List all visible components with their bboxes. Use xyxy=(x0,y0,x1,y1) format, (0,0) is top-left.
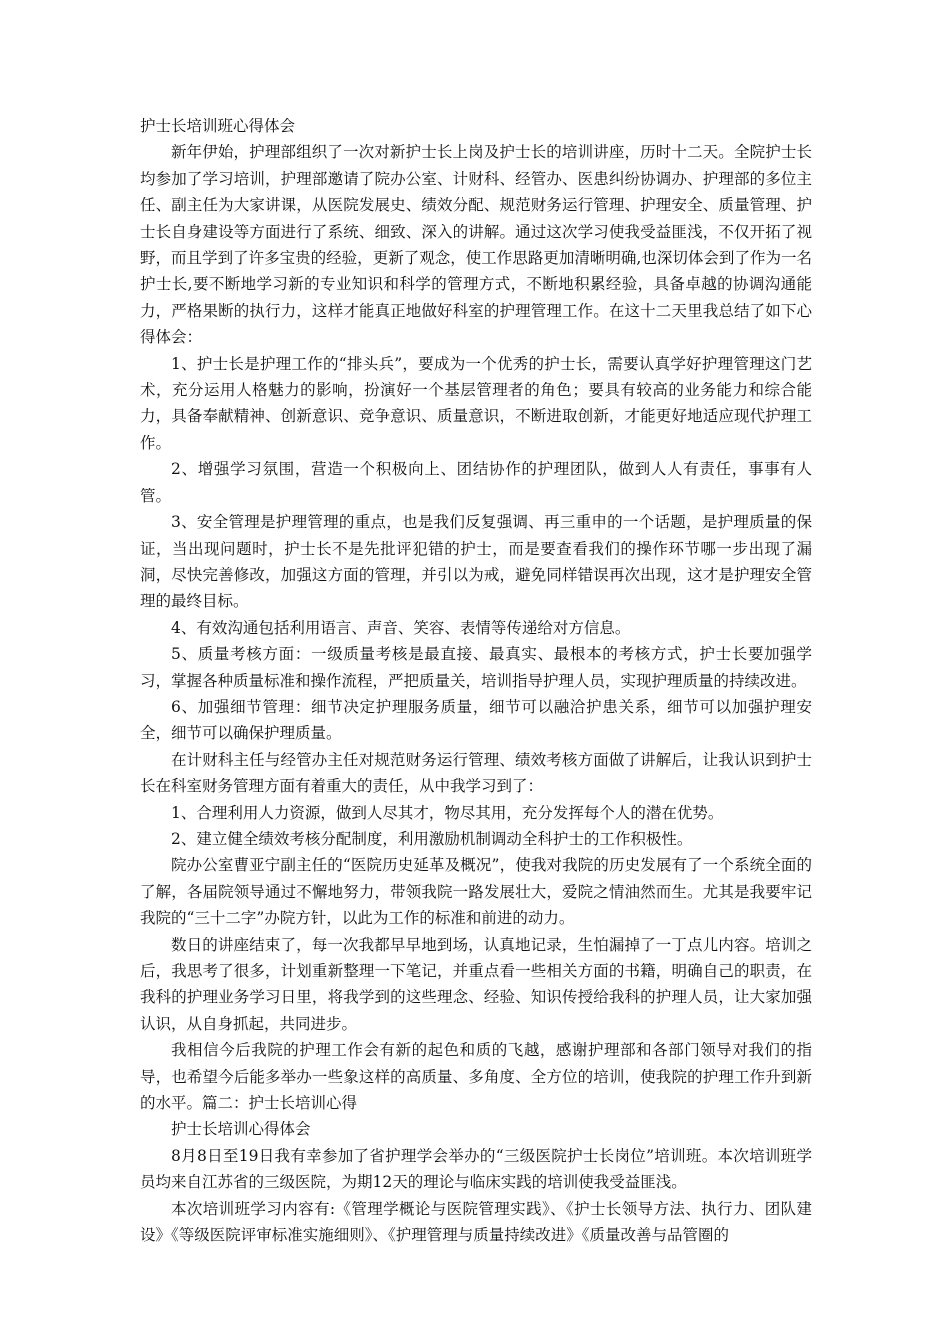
paragraph-point-4: 4、有效沟通包括利用语言、声音、笑容、表情等传递给对方信息。 xyxy=(171,618,631,637)
document-title: 护士长培训班心得体会 xyxy=(140,117,296,135)
paragraph-point-5: 5、质量考核方面：一级质量考核是最直接、最真实、最根本的考核方式，护士长要加强学习，掌握各种质量标准和操作流程，严把质量关，培训指导护理人员，实现护理质量的持续改进。 xyxy=(140,645,812,690)
paragraph-closing: 我相信今后我院的护理工作会有新的起色和质的飞越，感谢护理部和各部门领导对我们的指导，也希望今后能多举办一些象这样的高质量、多角度、全方位的培训，使我院的护理工作升到新的水平。篇二：护士长培训心得 xyxy=(140,1041,812,1113)
paragraph-finance-1: 1、合理利用人力资源，做到人尽其才，物尽其用，充分发挥每个人的潜在优势。 xyxy=(171,803,724,822)
document-page xyxy=(140,113,812,1248)
paragraph-intro: 新年伊始，护理部组织了一次对新护士长上岗及护士长的培训讲座，历时十二天。全院护士长均参加了学习培训，护理部邀请了院办公室、计财科、经管办、医患纠纷协调办、护理部的多位主任、副主任为大家讲课，从医院发展史、绩效分配、规范财务运行管理、护理安全、质量管理、护士长自身建设等方面进行了系统、细致、深入的讲解。通过这次学习使我受益匪浅，不仅开拓了视野，而且学到了许多宝贵的经验，更新了观念，使工作思路更加清晰明确,也深切体会到了作为一名护士长,要不断地学习新的专业知识和科学的管理方式，不断地积累经验，具备卓越的协调沟通能力，严格果断的执行力，这样才能真正地做好科室的护理管理工作。在这十二天里我总结了如下心得体会： xyxy=(140,143,812,347)
paragraph-reflection: 数日的讲座结束了，每一次我都早早地到场，认真地记录，生怕漏掉了一丁点儿内容。培训之后，我思考了很多，计划重新整理一下笔记，并重点看一些相关方面的书籍，明确自己的职责，在我科的护理业务学习日里，将我学到的这些理念、经验、知识传授给我科的护理人员，让大家加强认识，从自身抓起，共同进步。 xyxy=(140,935,812,1033)
paragraph-finance: 在计财科主任与经管办主任对规范财务运行管理、绩效考核方面做了讲解后，让我认识到护士长在科室财务管理方面有着重大的责任，从中我学习到了： xyxy=(140,750,812,796)
paragraph-finance-2: 2、建立健全绩效考核分配制度，利用激励机制调动全科护士的工作积极性。 xyxy=(171,829,693,848)
section-2-paragraph-1: 8月8日至19日我有幸参加了省护理学会举办的“三级医院护士长岗位”培训班。本次培训班学员均来自江苏省的三级医院，为期12天的理论与临床实践的培训使我受益匪浅。 xyxy=(140,1146,812,1192)
section-2-paragraph-2: 本次培训班学习内容有:《管理学概论与医院管理实践》、《护士长领导方法、执行力、团队建设》《等级医院评审标准实施细则》、《护理管理与质量持续改进》《质量改善与品管圈的 xyxy=(140,1199,812,1245)
paragraph-point-2: 2、增强学习氛围，营造一个积极向上、团结协作的护理团队，做到人人有责任，事事有人管。 xyxy=(140,460,812,505)
paragraph-history: 院办公室曹亚宁副主任的“医院历史延革及概况”，使我对我院的历史发展有了一个系统全面的了解，各届院领导通过不懈地努力，带领我院一路发展壮大，爱院之情油然而生。尤其是我要牢记我院的“三十二字”办院方针，以此为工作的标准和前进的动力。 xyxy=(140,856,812,928)
paragraph-point-1: 1、护士长是护理工作的“排头兵”，要成为一个优秀的护士长，需要认真学好护理管理这门艺术，充分运用人格魅力的影响，扮演好一个基层管理者的角色；要具有较高的业务能力和综合能力，具备奉献精神、创新意识、竞争意识、质量意识，不断进取创新，才能更好地适应现代护理工作。 xyxy=(140,354,812,452)
paragraph-point-3: 3、安全管理是护理管理的重点，也是我们反复强调、再三重申的一个话题，是护理质量的保证，当出现问题时，护士长不是先批评犯错的护士，而是要查看我们的操作环节哪一步出现了漏洞，尽快完善修改，加强这方面的管理，并引以为戒，避免同样错误再次出现，这才是护理安全管理的最终目标。 xyxy=(140,513,812,611)
section-2-title: 护士长培训心得体会 xyxy=(171,1120,311,1139)
paragraph-point-6: 6、加强细节管理：细节决定护理服务质量，细节可以融洽护患关系，细节可以加强护理安全，细节可以确保护理质量。 xyxy=(140,697,812,743)
